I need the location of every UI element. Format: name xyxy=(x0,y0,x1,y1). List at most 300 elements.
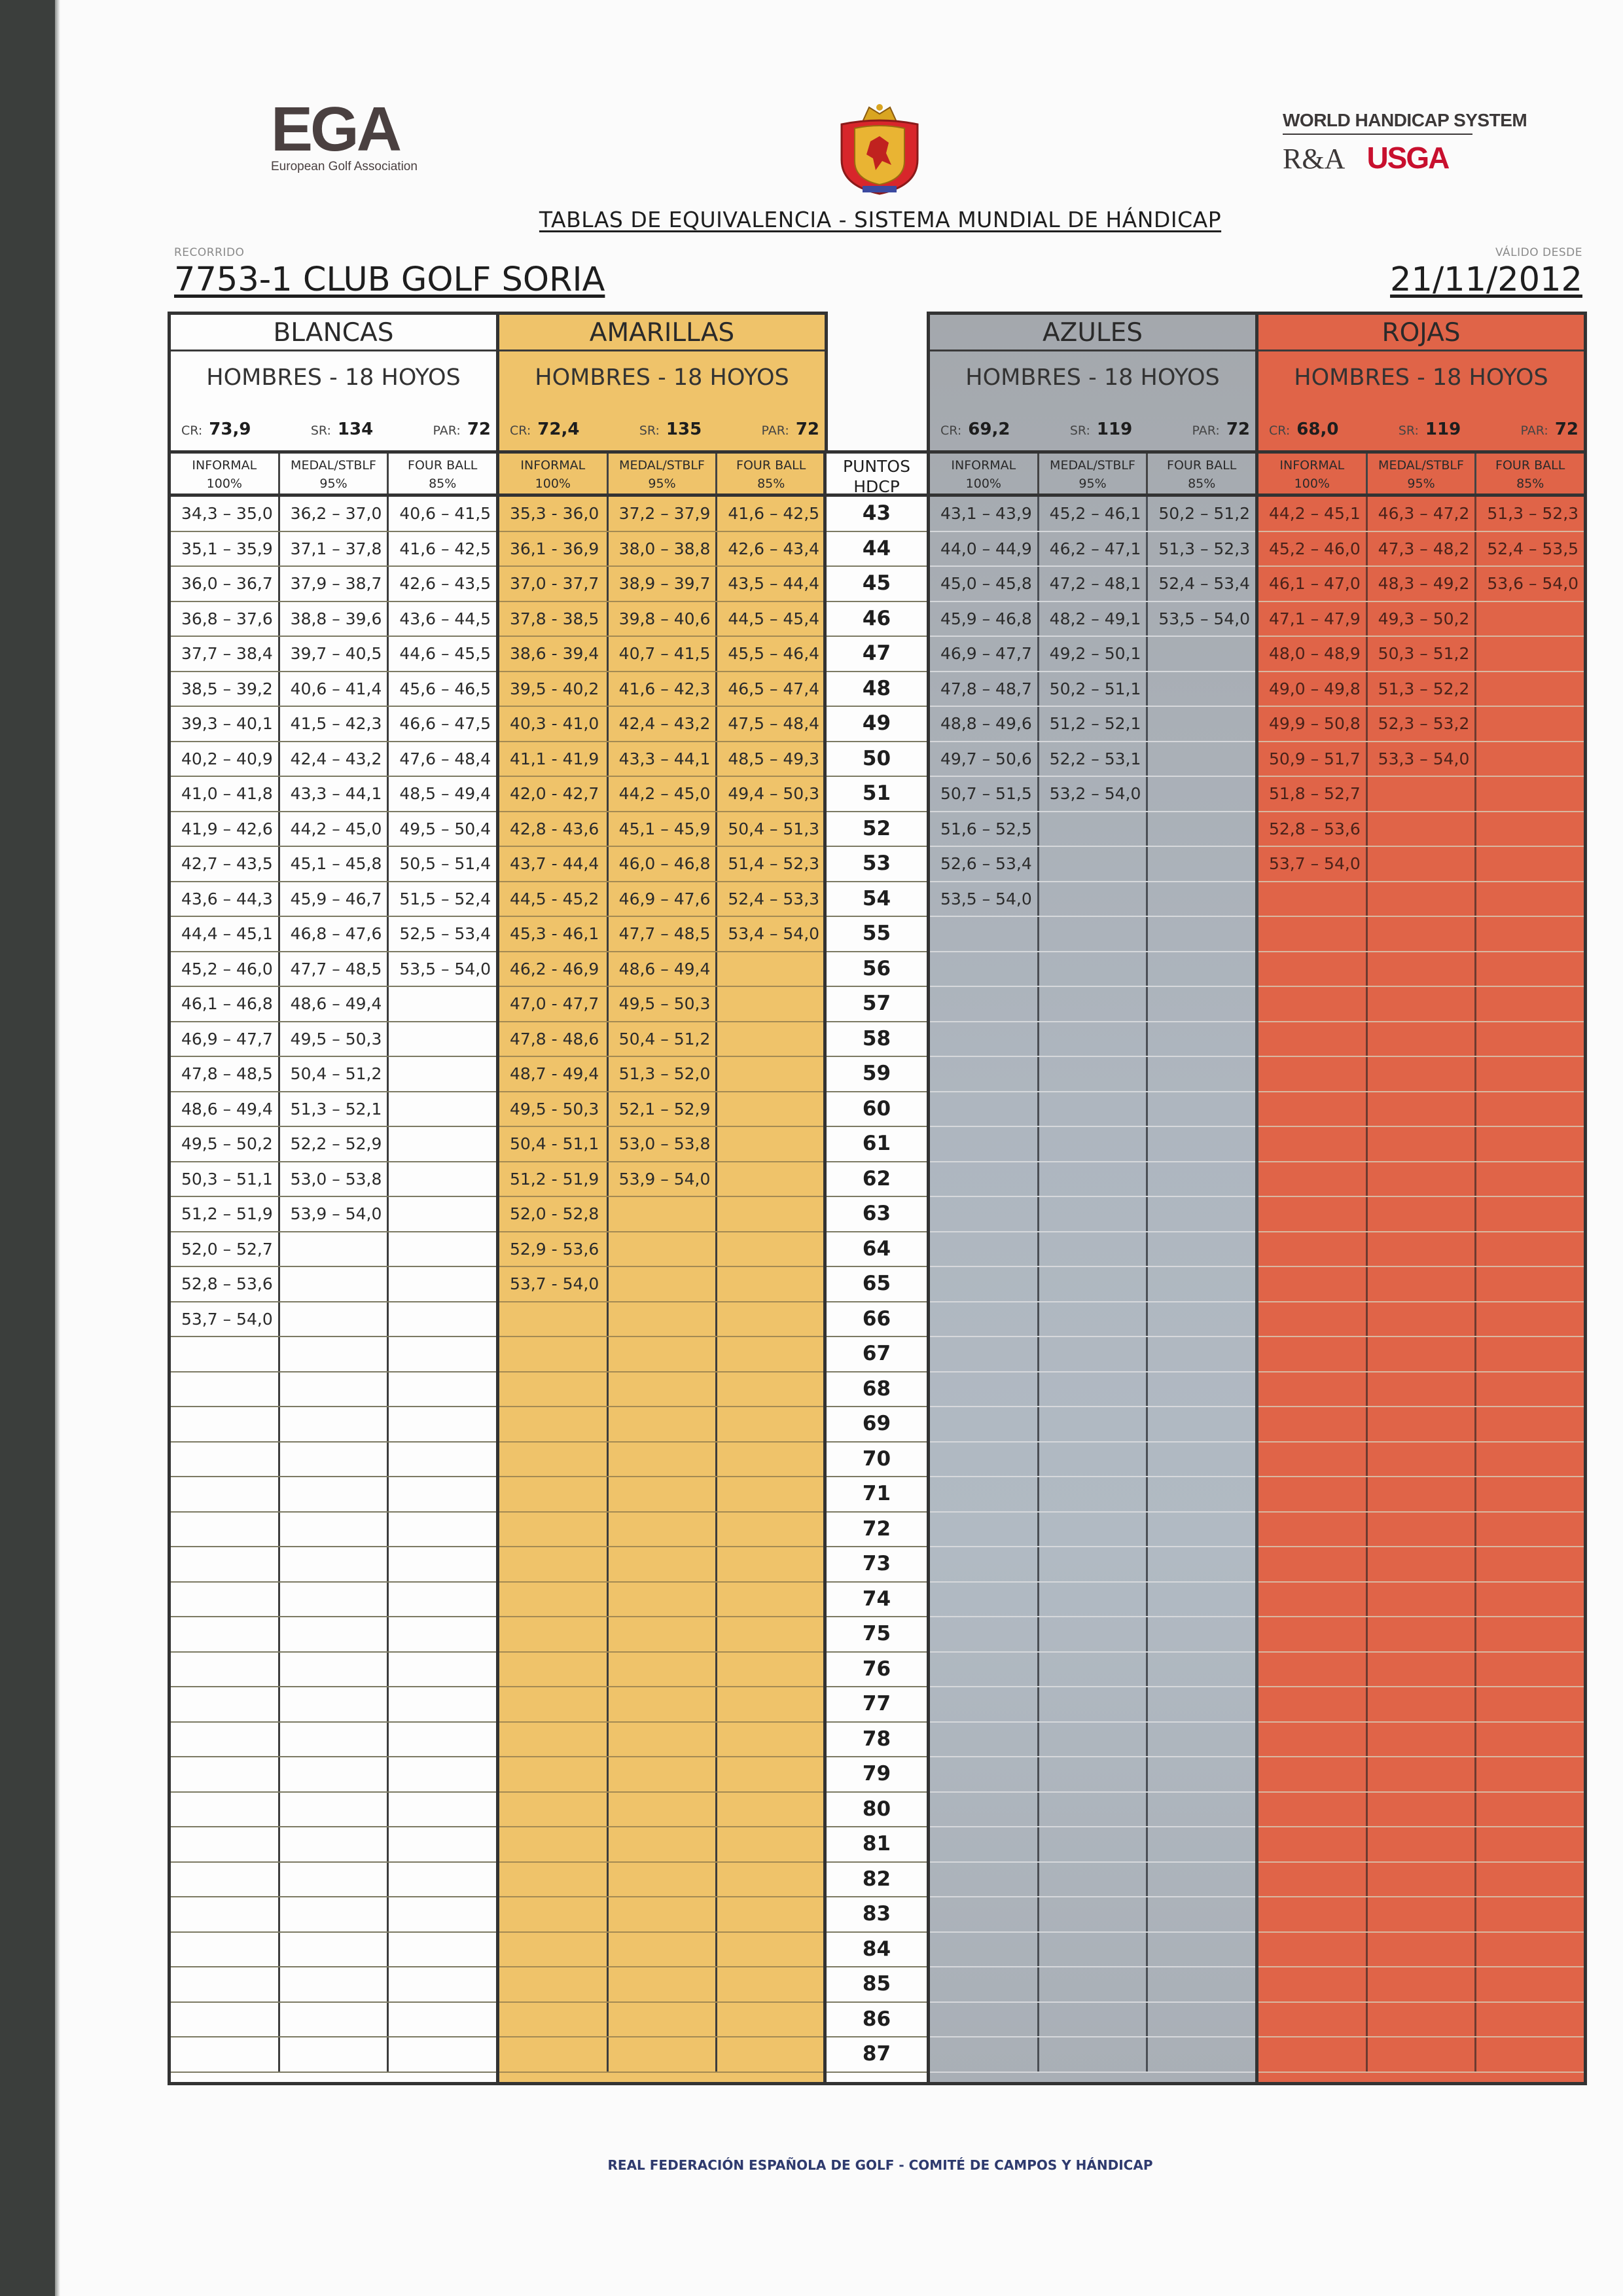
cell-fourball xyxy=(1476,672,1584,706)
cell-informal: 45,0 – 45,8 xyxy=(930,567,1039,601)
cell-fourball xyxy=(1476,1793,1584,1827)
cell-informal xyxy=(1258,2037,1368,2072)
table-row xyxy=(1258,637,1584,672)
table-row xyxy=(1258,1583,1584,1618)
column-headers xyxy=(1258,454,1584,497)
cell-informal: 42,8 - 43,6 xyxy=(499,812,609,846)
hdcp-point: 52 xyxy=(827,812,927,848)
par-group xyxy=(1521,420,1578,439)
cell-informal xyxy=(930,1372,1039,1407)
cell-fourball xyxy=(1148,847,1255,881)
hdcp-point: 68 xyxy=(827,1372,927,1408)
par-label: PAR: xyxy=(1192,423,1220,438)
cell-informal xyxy=(499,1933,609,1967)
table-row xyxy=(930,1723,1255,1758)
table-row xyxy=(1258,1372,1584,1408)
table-row xyxy=(1258,1863,1584,1898)
cell-fourball xyxy=(1476,1687,1584,1721)
cell-informal xyxy=(171,1407,280,1441)
cell-informal: 37,0 - 37,7 xyxy=(499,567,609,601)
cell-fourball xyxy=(717,1723,825,1757)
cell-informal: 41,0 – 41,8 xyxy=(171,777,280,811)
cell-fourball xyxy=(717,1933,825,1967)
cell-fourball xyxy=(389,1653,496,1687)
cell-fourball xyxy=(717,1407,825,1441)
cell-fourball xyxy=(1476,777,1584,811)
table-row xyxy=(930,1933,1255,1968)
cell-fourball xyxy=(1148,1197,1255,1231)
hdcp-point: 58 xyxy=(827,1022,927,1058)
cell-medal: 37,9 – 38,7 xyxy=(280,567,389,601)
table-row xyxy=(499,1583,825,1618)
cell-fourball xyxy=(717,1617,825,1651)
column-header-fourball: FOUR BALL 85% xyxy=(408,458,478,491)
cell-medal: 41,5 – 42,3 xyxy=(280,707,389,741)
cell-medal xyxy=(1039,882,1149,916)
cell-medal xyxy=(280,2037,389,2072)
cell-fourball xyxy=(717,1793,825,1827)
slope-rating-value: 134 xyxy=(337,420,374,439)
cell-medal xyxy=(609,2037,718,2072)
cell-informal xyxy=(930,1687,1039,1721)
cell-medal xyxy=(1368,987,1477,1021)
tee-ratings xyxy=(510,420,819,439)
cell-informal xyxy=(499,1687,609,1721)
table-row xyxy=(930,1653,1255,1688)
hdcp-point: 47 xyxy=(827,637,927,672)
table-row xyxy=(499,1793,825,1828)
cell-fourball xyxy=(1148,1477,1255,1511)
tee-category: HOMBRES - 18 HOYOS xyxy=(1294,365,1548,391)
table-row xyxy=(930,1162,1255,1198)
cell-informal xyxy=(171,1617,280,1651)
cell-medal xyxy=(280,2003,389,2037)
cell-informal xyxy=(1258,1477,1368,1511)
cell-informal xyxy=(930,1302,1039,1336)
table-row xyxy=(930,1617,1255,1653)
cell-fourball xyxy=(717,1337,825,1371)
course-rating-group xyxy=(940,420,1010,439)
table-row xyxy=(499,567,825,602)
cell-informal xyxy=(1258,1863,1368,1897)
cell-informal: 50,7 – 51,5 xyxy=(930,777,1039,811)
cell-medal xyxy=(1368,1197,1477,1231)
cell-fourball xyxy=(1148,1127,1255,1161)
cell-medal xyxy=(280,1232,389,1266)
cell-fourball: 53,5 – 54,0 xyxy=(399,959,491,978)
cell-medal xyxy=(1368,1127,1477,1161)
cell-fourball: 51,5 – 52,4 xyxy=(399,889,491,908)
cell-fourball xyxy=(389,1057,496,1091)
cell-medal xyxy=(1368,1407,1477,1441)
table-row xyxy=(930,1793,1255,1828)
table-row xyxy=(1258,777,1584,812)
hdcp-point: 55 xyxy=(827,917,927,952)
cell-informal: 47,8 - 48,6 xyxy=(499,1022,609,1056)
tee-ratings xyxy=(940,420,1250,439)
table-row xyxy=(930,2003,1255,2038)
cell-medal: 37,1 – 37,8 xyxy=(280,532,389,566)
table-row xyxy=(499,847,825,882)
table-row xyxy=(171,742,496,778)
hdcp-point: 74 xyxy=(827,1583,927,1618)
table-row xyxy=(171,1372,496,1408)
hdcp-point: 60 xyxy=(827,1092,927,1128)
cell-fourball xyxy=(717,1232,825,1266)
cell-medal xyxy=(1368,1827,1477,1861)
cell-medal xyxy=(1368,1897,1477,1931)
column-headers xyxy=(499,454,825,497)
column-headers xyxy=(930,454,1255,497)
cell-fourball: 41,6 – 42,5 xyxy=(399,539,491,558)
cell-fourball xyxy=(389,1547,496,1581)
table-row xyxy=(499,1443,825,1478)
cell-informal: 36,1 - 36,9 xyxy=(499,532,609,566)
cell-medal: 36,2 – 37,0 xyxy=(280,497,389,531)
cell-fourball xyxy=(389,1967,496,2001)
hdcp-point: 57 xyxy=(827,987,927,1022)
cell-medal: 51,3 – 52,1 xyxy=(280,1092,389,1126)
table-row xyxy=(171,1267,496,1302)
cell-informal xyxy=(499,1337,609,1371)
cell-informal xyxy=(930,1057,1039,1091)
table-row xyxy=(171,882,496,918)
valid-from-label: VÁLIDO DESDE xyxy=(1495,246,1582,259)
cell-fourball xyxy=(1148,1617,1255,1651)
cell-fourball xyxy=(717,952,825,986)
cell-medal: 47,2 – 48,1 xyxy=(1039,567,1149,601)
cell-medal xyxy=(1368,1617,1477,1651)
cell-medal: 44,2 – 45,0 xyxy=(280,812,389,846)
cell-fourball xyxy=(1148,1513,1255,1547)
course-rating-group xyxy=(1269,420,1338,439)
cell-medal xyxy=(1368,1302,1477,1336)
cell-informal xyxy=(930,1723,1039,1757)
cell-medal xyxy=(280,1827,389,1861)
hdcp-points-column xyxy=(823,450,930,2085)
cell-informal xyxy=(1258,1232,1368,1266)
cell-fourball xyxy=(1476,1897,1584,1931)
table-row xyxy=(499,1057,825,1092)
cell-informal xyxy=(171,1547,280,1581)
cell-fourball xyxy=(1476,1267,1584,1301)
table-row xyxy=(171,1232,496,1268)
table-row xyxy=(930,847,1255,882)
scan-binding-edge xyxy=(55,0,60,2296)
cell-informal xyxy=(1258,1897,1368,1931)
hdcp-point: 83 xyxy=(827,1897,927,1933)
cell-fourball xyxy=(1476,1933,1584,1967)
cell-informal: 46,2 - 46,9 xyxy=(499,952,609,986)
cell-medal: 40,6 – 41,4 xyxy=(280,672,389,706)
hdcp-point: 51 xyxy=(827,777,927,812)
cell-fourball xyxy=(717,1477,825,1511)
cell-medal xyxy=(1039,917,1149,951)
table-row xyxy=(171,1897,496,1933)
table-row xyxy=(1258,987,1584,1022)
table-row xyxy=(930,1232,1255,1268)
cell-informal xyxy=(930,952,1039,986)
cell-fourball xyxy=(389,1337,496,1371)
cell-medal xyxy=(1039,1827,1149,1861)
table-row xyxy=(1258,1232,1584,1268)
table-row xyxy=(171,1967,496,2003)
cell-fourball xyxy=(389,1443,496,1477)
cell-fourball: 53,4 – 54,0 xyxy=(728,924,820,943)
tee-category: HOMBRES - 18 HOYOS xyxy=(206,365,461,391)
cell-informal: 51,2 - 51,9 xyxy=(499,1162,609,1196)
cell-medal: 52,3 – 53,2 xyxy=(1368,707,1477,741)
hdcp-point: 77 xyxy=(827,1687,927,1723)
hdcp-point: 67 xyxy=(827,1337,927,1372)
cell-informal: 49,7 – 50,6 xyxy=(930,742,1039,776)
table-row xyxy=(171,1407,496,1443)
table-row xyxy=(171,1197,496,1232)
table-row xyxy=(930,1267,1255,1302)
cell-fourball: 50,4 – 51,3 xyxy=(728,819,820,838)
cell-fourball xyxy=(389,987,496,1021)
cell-medal xyxy=(280,1933,389,1967)
table-row xyxy=(930,1863,1255,1898)
cell-medal xyxy=(1039,1232,1149,1266)
cell-informal xyxy=(1258,1267,1368,1301)
table-row xyxy=(499,742,825,778)
cell-medal: 47,7 – 48,5 xyxy=(609,917,718,951)
cell-medal xyxy=(280,1443,389,1477)
cell-medal xyxy=(1368,1443,1477,1477)
cell-informal: 36,8 – 37,6 xyxy=(171,602,280,636)
cell-informal xyxy=(930,1407,1039,1441)
cell-medal xyxy=(280,1723,389,1757)
cell-fourball: 45,5 – 46,4 xyxy=(728,644,820,663)
cell-fourball xyxy=(1148,1302,1255,1336)
cell-medal xyxy=(609,1827,718,1861)
cell-medal: 40,7 – 41,5 xyxy=(609,637,718,671)
cell-fourball xyxy=(1148,1407,1255,1441)
cell-informal xyxy=(1258,882,1368,916)
cell-fourball xyxy=(389,1793,496,1827)
cell-medal xyxy=(609,1302,718,1336)
cell-fourball xyxy=(1476,1757,1584,1791)
cell-medal xyxy=(1368,1232,1477,1266)
cell-informal xyxy=(930,1127,1039,1161)
hdcp-point: 82 xyxy=(827,1863,927,1898)
cell-informal: 52,8 – 53,6 xyxy=(171,1267,280,1301)
cell-informal xyxy=(1258,1302,1368,1336)
hdcp-point: 49 xyxy=(827,707,927,742)
hdcp-point: 64 xyxy=(827,1232,927,1268)
cell-informal xyxy=(930,1967,1039,2001)
cell-medal xyxy=(609,1583,718,1617)
cell-informal xyxy=(499,1617,609,1651)
column-headers xyxy=(171,454,496,497)
cell-informal xyxy=(499,1723,609,1757)
table-row xyxy=(499,1407,825,1443)
table-row xyxy=(1258,1197,1584,1232)
hdcp-point: 87 xyxy=(827,2037,927,2073)
table-row xyxy=(1258,1443,1584,1478)
cell-medal xyxy=(280,1477,389,1511)
cell-informal: 46,9 – 47,7 xyxy=(930,637,1039,671)
cell-informal: 51,8 – 52,7 xyxy=(1258,777,1368,811)
cell-medal: 46,3 – 47,2 xyxy=(1368,497,1477,531)
cell-medal xyxy=(609,1513,718,1547)
table-row xyxy=(1258,532,1584,567)
tee-block-white xyxy=(168,312,499,2085)
table-row xyxy=(171,1162,496,1198)
cell-medal xyxy=(1368,1477,1477,1511)
cell-medal: 50,4 – 51,2 xyxy=(609,1022,718,1056)
cell-informal: 43,7 - 44,4 xyxy=(499,847,609,881)
cell-medal: 45,1 – 45,8 xyxy=(280,847,389,881)
cell-fourball xyxy=(717,1127,825,1161)
cell-fourball xyxy=(389,1933,496,1967)
cell-fourball xyxy=(1148,2037,1255,2072)
table-row xyxy=(171,1863,496,1898)
cell-fourball xyxy=(389,1197,496,1231)
course-rating-value: 69,2 xyxy=(968,420,1010,439)
cell-fourball xyxy=(389,1687,496,1721)
cell-informal: 53,7 – 54,0 xyxy=(171,1302,280,1336)
cell-medal xyxy=(1039,1967,1149,2001)
cell-fourball xyxy=(1148,1337,1255,1371)
par-group xyxy=(762,420,819,439)
cell-medal xyxy=(609,1793,718,1827)
cell-fourball: 51,3 – 52,3 xyxy=(1158,539,1251,558)
cell-fourball xyxy=(1148,917,1255,951)
cell-medal: 51,2 – 52,1 xyxy=(1039,707,1149,741)
table-row xyxy=(1258,602,1584,637)
cell-fourball: 47,6 – 48,4 xyxy=(399,749,491,768)
tee-block-red xyxy=(1255,312,1587,2085)
table-row xyxy=(499,812,825,848)
table-row xyxy=(1258,1617,1584,1653)
table-row xyxy=(930,1967,1255,2003)
cell-medal: 48,3 – 49,2 xyxy=(1368,567,1477,601)
course-rating-value: 73,9 xyxy=(209,420,251,439)
cell-medal: 47,7 – 48,5 xyxy=(280,952,389,986)
table-row xyxy=(930,672,1255,708)
hdcp-point: 44 xyxy=(827,532,927,567)
cell-medal xyxy=(1039,952,1149,986)
cell-fourball xyxy=(1476,1197,1584,1231)
table-row xyxy=(171,602,496,637)
table-row xyxy=(1258,1302,1584,1338)
cell-fourball xyxy=(717,1302,825,1336)
cell-fourball xyxy=(717,1757,825,1791)
cell-medal: 38,9 – 39,7 xyxy=(609,567,718,601)
cell-informal xyxy=(930,1583,1039,1617)
ega-logo-subtitle: European Golf Association xyxy=(271,160,418,173)
table-row xyxy=(1258,917,1584,952)
cell-medal: 44,2 – 45,0 xyxy=(609,777,718,811)
table-row xyxy=(499,602,825,637)
cell-medal xyxy=(609,1967,718,2001)
table-row xyxy=(930,952,1255,988)
course-rating-label: CR: xyxy=(940,423,962,438)
cell-medal: 53,2 – 54,0 xyxy=(1039,777,1149,811)
table-row xyxy=(930,917,1255,952)
table-row xyxy=(171,1022,496,1058)
cell-medal xyxy=(609,1863,718,1897)
slope-rating-value: 135 xyxy=(666,420,702,439)
cell-informal: 47,0 - 47,7 xyxy=(499,987,609,1021)
table-row xyxy=(499,777,825,812)
cell-medal xyxy=(280,1897,389,1931)
hdcp-point: 86 xyxy=(827,2003,927,2038)
table-row xyxy=(171,777,496,812)
cell-informal: 50,9 – 51,7 xyxy=(1258,742,1368,776)
hdcp-point: 79 xyxy=(827,1757,927,1793)
table-row xyxy=(499,952,825,988)
table-row xyxy=(930,1443,1255,1478)
cell-fourball xyxy=(389,1617,496,1651)
table-row xyxy=(930,1827,1255,1863)
cell-informal: 48,8 – 49,6 xyxy=(930,707,1039,741)
cell-medal xyxy=(1368,2003,1477,2037)
cell-medal xyxy=(1368,1933,1477,1967)
cell-informal xyxy=(1258,1793,1368,1827)
cell-fourball xyxy=(717,1443,825,1477)
table-row xyxy=(171,1127,496,1162)
table-row xyxy=(1258,952,1584,988)
cell-fourball xyxy=(717,1653,825,1687)
table-row xyxy=(930,1127,1255,1162)
cell-informal xyxy=(499,1407,609,1441)
cell-informal xyxy=(930,1757,1039,1791)
cell-medal: 53,0 – 53,8 xyxy=(609,1127,718,1161)
table-row xyxy=(171,637,496,672)
hdcp-point: 70 xyxy=(827,1443,927,1478)
cell-informal: 44,0 – 44,9 xyxy=(930,532,1039,566)
cell-fourball xyxy=(717,1267,825,1301)
cell-medal xyxy=(1368,1022,1477,1056)
table-row xyxy=(1258,1653,1584,1688)
cell-fourball xyxy=(389,1372,496,1407)
cell-fourball xyxy=(1476,1863,1584,1897)
cell-informal xyxy=(1258,1057,1368,1091)
cell-fourball xyxy=(1476,742,1584,776)
table-row xyxy=(171,1617,496,1653)
cell-medal xyxy=(280,1302,389,1336)
cell-informal xyxy=(1258,1653,1368,1687)
table-row xyxy=(171,532,496,567)
cell-informal xyxy=(499,1827,609,1861)
cell-informal xyxy=(930,1443,1039,1477)
table-row xyxy=(171,1057,496,1092)
cell-informal xyxy=(930,1477,1039,1511)
cell-medal xyxy=(1039,1407,1149,1441)
table-row xyxy=(171,1827,496,1863)
hdcp-point: 66 xyxy=(827,1302,927,1338)
table-row xyxy=(930,2037,1255,2073)
cell-medal xyxy=(1039,1477,1149,1511)
cell-informal: 51,6 – 52,5 xyxy=(930,812,1039,846)
cell-medal xyxy=(1039,1162,1149,1196)
cell-medal xyxy=(609,1687,718,1721)
table-row xyxy=(1258,812,1584,848)
cell-informal: 46,9 – 47,7 xyxy=(171,1022,280,1056)
cell-medal: 45,1 – 45,9 xyxy=(609,812,718,846)
cell-informal xyxy=(930,1513,1039,1547)
tee-block-blue xyxy=(927,312,1258,2085)
cell-fourball xyxy=(1148,1092,1255,1126)
table-row xyxy=(171,672,496,708)
cell-medal: 42,4 – 43,2 xyxy=(609,707,718,741)
cell-fourball xyxy=(717,1583,825,1617)
cell-medal: 42,4 – 43,2 xyxy=(280,742,389,776)
cell-fourball xyxy=(1148,1897,1255,1931)
